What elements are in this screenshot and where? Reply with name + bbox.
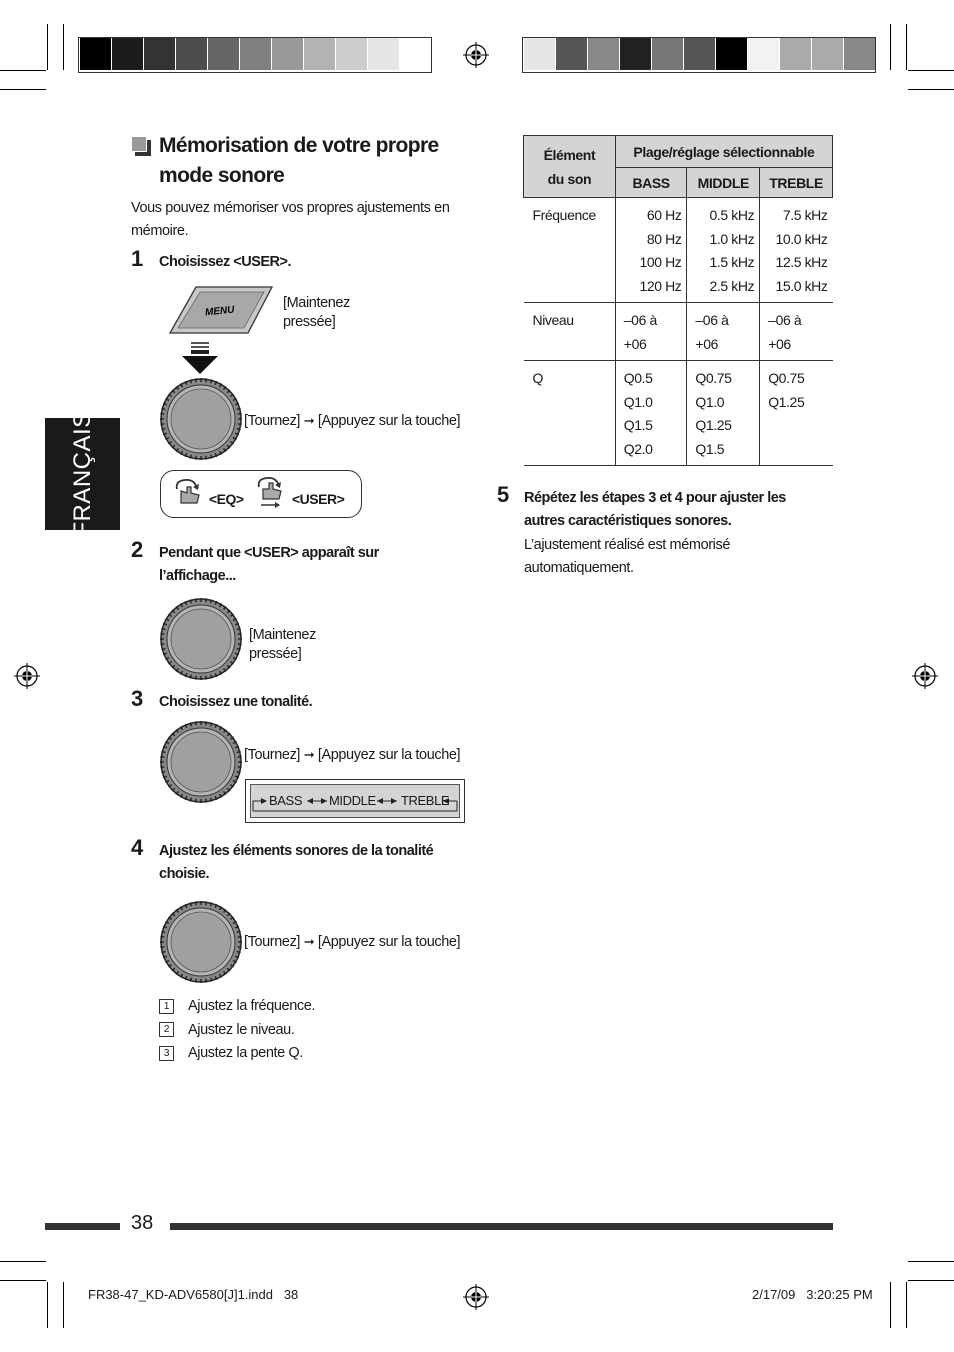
color-swatch <box>588 38 619 70</box>
step-note-line: automatiquement. <box>524 560 634 576</box>
tone-bass: BASS <box>269 793 303 808</box>
crop-mark <box>47 1282 48 1328</box>
color-swatch <box>716 38 747 70</box>
user-label: <USER> <box>292 491 345 507</box>
table-cell-value: 60 Hz <box>646 207 682 223</box>
table-cell-value: 1.5 kHz <box>709 254 755 270</box>
step-text-line: Pendant que <USER> apparaît sur <box>159 545 379 561</box>
sound-element-table <box>523 135 833 466</box>
crop-mark <box>0 1261 46 1262</box>
table-header-element <box>524 136 616 198</box>
list-item-number: 2 <box>159 1022 174 1037</box>
step-note <box>524 534 730 580</box>
step-text-line: Répétez les étapes 3 et 4 pour ajuster les <box>524 490 786 506</box>
right-arrow-icon: ➞ <box>303 934 315 949</box>
table-cell-middle <box>687 361 760 466</box>
color-swatch <box>400 38 431 70</box>
table-cell-value: +06 <box>768 335 791 352</box>
press-label: [Appuyez sur la touche] <box>317 747 461 763</box>
table-cell-value: Q0.5 <box>623 370 653 386</box>
table-header-bass: BASS <box>615 168 687 198</box>
step-text <box>524 487 786 533</box>
step-text <box>159 542 379 588</box>
rotate-hand-icon <box>171 477 207 507</box>
color-swatch <box>304 38 335 70</box>
hold-line: pressée] <box>249 646 302 662</box>
table-cell-value: Q0.75 <box>695 370 732 386</box>
crop-mark <box>906 1282 907 1328</box>
table-cell-value: Q0.75 <box>768 370 805 386</box>
color-swatch <box>524 38 555 70</box>
color-swatch <box>844 38 875 70</box>
list-item-number: 3 <box>159 1046 174 1061</box>
press-hand-icon <box>253 475 289 511</box>
crop-mark <box>47 24 48 70</box>
color-swatch <box>620 38 651 70</box>
list-item <box>159 995 315 1019</box>
language-tab-label: FRANÇAIS <box>68 411 96 537</box>
table-header-treble: TREBLE <box>760 168 833 198</box>
table-cell-treble <box>760 198 833 303</box>
eq-label: <EQ> <box>209 491 244 507</box>
table-row <box>524 361 833 466</box>
color-swatch <box>80 38 111 70</box>
color-swatch <box>176 38 207 70</box>
turn-press-instruction <box>244 745 460 765</box>
step-text: Choisissez une tonalité. <box>159 694 313 710</box>
page-rule-left <box>45 1223 120 1230</box>
language-tab <box>45 411 120 537</box>
table-cell-value: –06 à <box>623 312 657 328</box>
table-cell-bass <box>615 198 687 303</box>
color-swatch <box>684 38 715 70</box>
table-cell-value: Q1.25 <box>768 393 805 410</box>
color-swatch <box>144 38 175 70</box>
table-body <box>524 198 833 466</box>
crop-mark <box>908 1261 954 1262</box>
table-row-label: Niveau <box>524 303 616 361</box>
color-swatch <box>556 38 587 70</box>
table-cell-value: 12.5 kHz <box>775 254 828 270</box>
hold-label <box>283 294 350 332</box>
table-header-range: Plage/réglage sélectionnable <box>615 136 832 168</box>
step-text-line: Ajustez les éléments sonores de la tonalité <box>159 843 434 859</box>
step-note-line: L’ajustement réalisé est mémorisé <box>524 537 731 553</box>
registration-mark-icon <box>463 1284 489 1310</box>
table-cell-value: Q2.0 <box>623 440 653 457</box>
crop-mark <box>0 1280 46 1281</box>
step-text-line: autres caractéristiques sonores. <box>524 513 732 529</box>
table-row-label: Fréquence <box>524 198 616 303</box>
color-swatch <box>112 38 143 70</box>
color-swatch <box>272 38 303 70</box>
table-cell-treble <box>760 303 833 361</box>
turn-label: [Tournez] <box>244 934 301 950</box>
table-cell-value: 80 Hz <box>646 230 682 247</box>
list-item-text: Ajustez le niveau. <box>188 1021 295 1038</box>
table-cell-value: 120 Hz <box>639 277 682 294</box>
table-row-label: Q <box>524 361 616 466</box>
crop-mark <box>908 1280 954 1281</box>
crop-mark <box>63 24 64 70</box>
table-cell-middle <box>687 303 760 361</box>
step-text: Choisissez <USER>. <box>159 254 292 270</box>
sub-step-list <box>159 995 315 1066</box>
table-cell-bass <box>615 303 687 361</box>
list-item-text: Ajustez la fréquence. <box>188 998 316 1014</box>
step-number: 2 <box>131 537 144 562</box>
step-number: 4 <box>131 835 144 860</box>
control-knob-icon <box>159 900 243 984</box>
color-swatch <box>780 38 811 70</box>
table-header-middle: MIDDLE <box>687 168 760 198</box>
tone-sequence-box <box>245 779 465 823</box>
list-item-text: Ajustez la pente Q. <box>188 1045 303 1061</box>
hold-line: pressée] <box>283 314 336 330</box>
section-title <box>159 131 439 191</box>
menu-button-icon <box>168 285 274 335</box>
turn-press-instruction <box>244 411 460 431</box>
crop-mark <box>908 70 954 71</box>
table-cell-value: Q1.5 <box>623 417 653 433</box>
press-label: [Appuyez sur la touche] <box>317 934 461 950</box>
crop-mark <box>890 24 891 70</box>
control-knob-icon <box>159 720 243 804</box>
section-title-line: Mémorisation de votre propre <box>159 134 439 157</box>
crop-mark <box>0 89 46 90</box>
hold-line: [Maintenez <box>249 627 316 643</box>
color-swatch <box>208 38 239 70</box>
table-row <box>524 198 833 303</box>
header-line: Élément <box>543 146 596 163</box>
table-cell-value: Q1.25 <box>695 417 732 433</box>
step-number: 5 <box>497 482 510 507</box>
table-cell-value: 1.0 kHz <box>709 230 755 247</box>
list-item <box>159 1042 315 1066</box>
list-item-number: 1 <box>159 999 174 1014</box>
step-number: 1 <box>131 246 144 271</box>
table-cell-value: +06 <box>623 335 647 352</box>
table-cell-value: 7.5 kHz <box>782 207 828 223</box>
table-cell-value: –06 à <box>768 312 802 328</box>
print-date: 2/17/09 3:20:25 PM <box>752 1287 873 1302</box>
table-cell-value: 0.5 kHz <box>709 207 755 223</box>
step-number: 3 <box>131 686 144 711</box>
step-text <box>159 840 433 886</box>
down-arrow-icon <box>180 340 220 376</box>
crop-mark <box>908 89 954 90</box>
table-cell-value: +06 <box>695 335 718 352</box>
menu-button-label: MENU <box>204 304 235 319</box>
step-text-line: choisie. <box>159 866 209 882</box>
registration-mark-icon <box>463 42 489 68</box>
turn-label: [Tournez] <box>244 747 301 763</box>
page-rule-right <box>170 1223 833 1230</box>
tone-treble: TREBLE <box>401 793 450 808</box>
table-cell-value: –06 à <box>695 312 729 328</box>
press-label: [Appuyez sur la touche] <box>317 413 461 429</box>
tone-middle: MIDDLE <box>329 793 376 808</box>
section-title-line: mode sonore <box>159 164 285 187</box>
intro-line: Vous pouvez mémoriser vos propres ajustements en <box>131 200 450 216</box>
file-name: FR38-47_KD-ADV6580[J]1.indd 38 <box>88 1287 299 1302</box>
control-knob-icon <box>159 377 243 461</box>
header-line: du son <box>547 170 592 187</box>
table-cell-treble <box>760 361 833 466</box>
right-arrow-icon: ➞ <box>303 413 315 428</box>
table-header-row <box>524 136 833 168</box>
table-cell-value: 100 Hz <box>639 254 682 270</box>
hold-label <box>249 626 316 664</box>
tone-sequence <box>250 784 460 818</box>
list-item <box>159 1019 315 1043</box>
turn-label: [Tournez] <box>244 413 301 429</box>
color-swatch <box>336 38 367 70</box>
eq-user-sequence <box>160 470 362 518</box>
crop-mark <box>63 1282 64 1328</box>
table-row <box>524 303 833 361</box>
table-cell-value: 2.5 kHz <box>709 277 755 294</box>
step-text-line: l’affichage... <box>159 568 236 584</box>
table-cell-middle <box>687 198 760 303</box>
page-number: 38 <box>131 1212 154 1234</box>
color-swatch <box>812 38 843 70</box>
turn-press-instruction <box>244 932 460 952</box>
table-cell-value: 15.0 kHz <box>775 277 828 294</box>
color-swatch <box>748 38 779 70</box>
section-intro <box>131 197 450 243</box>
section-bullet-icon <box>131 136 151 156</box>
table-cell-value: Q1.5 <box>695 440 725 457</box>
control-knob-icon <box>159 597 243 681</box>
table-cell-bass <box>615 361 687 466</box>
table-cell-value: 10.0 kHz <box>775 230 828 247</box>
registration-mark-icon <box>912 663 938 689</box>
color-swatch <box>652 38 683 70</box>
table-cell-value: Q1.0 <box>623 393 653 410</box>
crop-mark <box>906 24 907 70</box>
color-swatch <box>240 38 271 70</box>
color-swatch <box>368 38 399 70</box>
right-arrow-icon: ➞ <box>303 747 315 762</box>
intro-line: mémoire. <box>131 223 189 239</box>
crop-mark <box>0 70 46 71</box>
table-cell-value: Q1.0 <box>695 393 725 410</box>
registration-mark-icon <box>14 663 40 689</box>
hold-line: [Maintenez <box>283 295 350 311</box>
crop-mark <box>890 1282 891 1328</box>
